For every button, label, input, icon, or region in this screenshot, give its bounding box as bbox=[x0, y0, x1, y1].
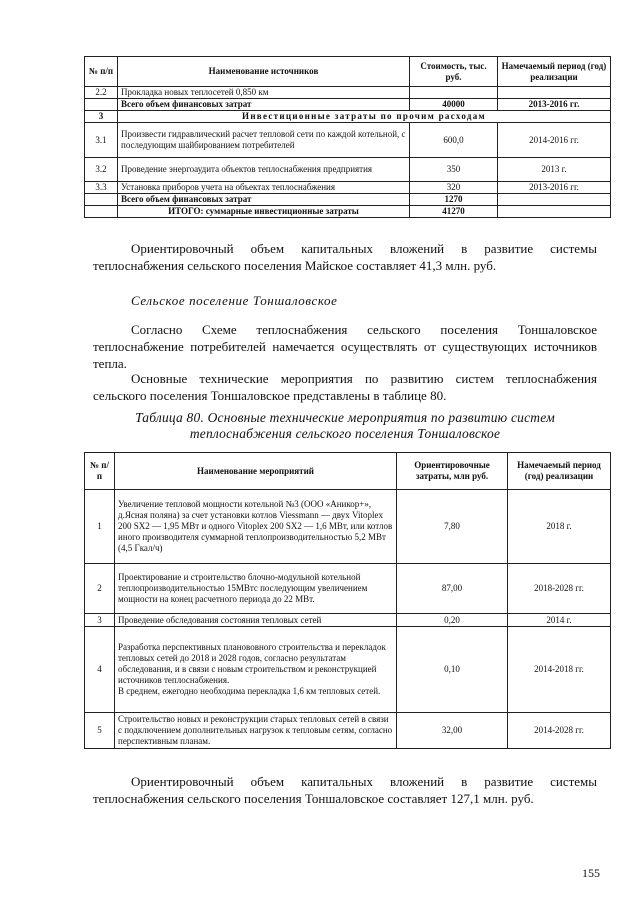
col-header-period: Намечаемый период (год) реализации bbox=[498, 57, 611, 87]
table-header-row bbox=[85, 453, 611, 490]
table-caption bbox=[93, 410, 597, 442]
col-header-name: Наименование мероприятий bbox=[115, 453, 397, 490]
paragraph-tonshalovskoe-summary: Ориентировочный объем капитальных вложений в развитие системы теплоснабжения сельского поселения Тоншаловское составляет 127,1 млн. руб. bbox=[93, 774, 597, 806]
caption-line-1: Таблица 80. Основные технические мероприятия по развитию систем bbox=[135, 410, 555, 425]
table-row-subtotal: Всего объем финансовых затрат 40000 2013-2016 гг. bbox=[85, 99, 611, 111]
paragraph-maiskoe-summary: Ориентировочный объем капитальных вложений в развитие системы теплоснабжения сельского поселения Майское составляет 41,3 млн. руб. bbox=[93, 241, 597, 273]
col-header-cost: Ориентировочные затраты, млн руб. bbox=[397, 453, 508, 490]
table-row: 3.3 Установка приборов учета на объектах теплоснабжения 320 2013-2016 гг. bbox=[85, 182, 611, 194]
col-header-num: № п/п bbox=[85, 57, 118, 87]
table-row: 4 Разработка перспективных планововного строительства и перекладок тепловых сетей до 2018 и 2028 годов, согласно результатам обследования, и в связи с новым строительством и реконструкцией источников теплоснабжения. В среднем, ежегодно необходима перекладка 1,6 км тепловых сетей. 0,10 2014-2018 гг. bbox=[85, 627, 611, 713]
page-number: 155 bbox=[582, 866, 600, 880]
paragraph-measures: Основные технические мероприятия по развитию систем теплоснабжения сельского поселения Тоншаловское представлены в таблице 80. bbox=[93, 371, 597, 403]
table-row: 5 Строительство новых и реконструкции старых тепловых сетей в связи с подключением дополнительных нагрузок к тепловым сетям, согласно перспективным планам. 32,00 2014-2028 гг. bbox=[85, 713, 611, 749]
section-heading: Сельское поселение Тоншаловское bbox=[131, 293, 338, 308]
investment-table bbox=[84, 56, 611, 218]
measures-table bbox=[84, 452, 611, 749]
table-row: 3.1 Произвести гидравлический расчет тепловой сети по каждой котельной, с последующим шайбированием потребителей 600,0 2014-2016 гг. bbox=[85, 123, 611, 158]
table-row: 3.2 Проведение энергоаудита объектов теплоснабжения предприятия 350 2013 г. bbox=[85, 158, 611, 182]
col-header-name: Наименование источников bbox=[118, 57, 410, 87]
table-row: 1 Увеличение тепловой мощности котельной №3 (ООО «Аникор+», д.Ясная поляна) за счет установки котлов Viessmann — двух Vitoplex 200 SX2 — 1,95 МВт и одного Vitoplex 200 SX2 — 1,6 МВт, или котлов иного производителя суммарной теплопроизводительностью 5,2 МВт (4,5 Гкал/ч) 7,80 2018 г. bbox=[85, 490, 611, 564]
caption-line-2: теплоснабжения сельского поселения Тоншаловское bbox=[189, 426, 501, 441]
table-row: 2.2 Прокладка новых теплосетей 0,850 км bbox=[85, 87, 611, 99]
table-row: 3 Проведение обследования состояния тепловых сетей 0,20 2014 г. bbox=[85, 614, 611, 627]
col-header-period: Намечаемый период (год) реализации bbox=[508, 453, 611, 490]
table-row-subtotal: Всего объем финансовых затрат 1270 bbox=[85, 194, 611, 206]
table-row: 2 Проектирование и строительство блочно-модульной котельной теплопроизводительностью 15МВтс последующим увеличением мощности на конец расчетного периода до 22 МВт. 87,00 2018-2028 гг. bbox=[85, 564, 611, 614]
table-section-row: 3 Инвестиционные затраты по прочим расходам bbox=[85, 111, 611, 123]
col-header-num: № п/п bbox=[85, 453, 115, 490]
paragraph-scheme: Согласно Схеме теплоснабжения сельского поселения Тоншаловское теплоснабжение потребителей намечается осуществлять от существующих источников тепла. bbox=[93, 322, 597, 371]
col-header-cost: Стоимость, тыс. руб. bbox=[410, 57, 498, 87]
table-row-total: ИТОГО: суммарные инвестиционные затраты 41270 bbox=[85, 206, 611, 218]
section-title: Инвестиционные затраты по прочим расходам bbox=[118, 111, 611, 123]
table-header-row bbox=[85, 57, 611, 87]
